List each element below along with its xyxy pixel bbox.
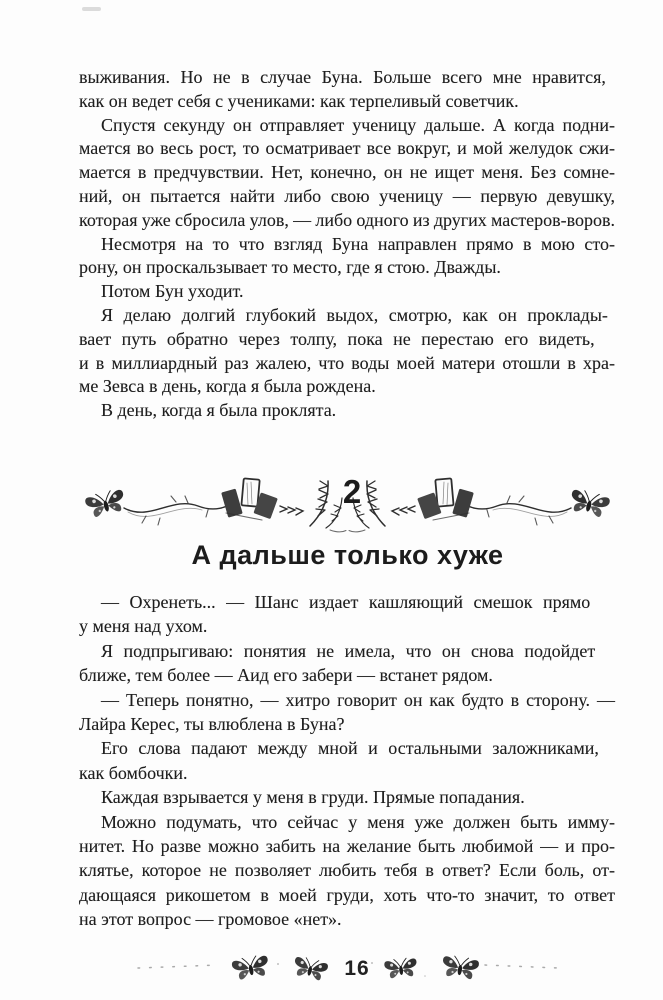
text-line: на этот вопрос — громовое «нет». <box>79 909 342 930</box>
text-line: ний, он пытается найти либо свою ученицу — первую девушку, <box>79 185 615 206</box>
text-line: как бомбочки. <box>79 762 188 783</box>
paragraph <box>79 736 615 785</box>
text-line: ближе, тем более — Аид его забери — встанет рядом. <box>79 665 493 686</box>
text-line: Я подпрыгиваю: понятия не имела, что он снова подойдет <box>101 640 596 661</box>
text-line: и в миллиардный раз жалею, что воды моей матери отошли в хра- <box>79 352 615 373</box>
text-line: Каждая взрывается у меня в груди. Прямые попадания. <box>101 787 525 808</box>
paragraph <box>79 399 615 423</box>
text-line: Лайра Керес, ты влюблена в Буна? <box>79 714 345 735</box>
paragraph <box>79 639 615 688</box>
text-line: Я делаю долгий глубокий выдох, смотрю, как он проклады- <box>101 304 608 325</box>
text-line: — Теперь понятно, — хитро говорит он как будто в сторону. — <box>101 689 615 710</box>
text-line: выживания. Но не в случае Буна. Больше всего мне нравится, <box>79 67 606 87</box>
paragraph <box>79 114 615 233</box>
paragraph <box>79 590 615 639</box>
text-line: — Охренеть... — Шанс издает кашляющий смешок прямо <box>101 592 591 612</box>
text-line: мается в предчувствии. Нет, конечно, он не ищет меня. Без сомне- <box>79 162 615 183</box>
moth-icon <box>292 955 329 981</box>
text-line: Спустя секунду он отправляет ученицу дальше. А когда подни- <box>101 114 615 135</box>
dotted-trail <box>485 965 558 968</box>
text-line: мается во весь рост, то осматривает все вокруг, и мой желудок сжи- <box>79 138 615 159</box>
text-line: ме Зевса в день, когда я была рождена. <box>79 376 376 397</box>
paragraph <box>79 785 615 809</box>
text-line: вает путь обратно через толпу, пока не перестаю его видеть, <box>79 328 595 349</box>
text-line: Несмотря на то что взгляд Буна направлен прямо в мою сто- <box>101 233 615 254</box>
text-line: клятье, которое не позволяет любить тебя в ответ? Если боль, от- <box>79 860 615 881</box>
paragraph <box>79 688 615 737</box>
moth-icon <box>441 955 480 981</box>
text-line: нитет. Но разве можно забить на желание быть любимой — и про- <box>79 836 615 857</box>
text-line: дающаяся рикошетом в моей груди, хоть что-то значит, то ответ <box>79 884 615 905</box>
dotted-trail <box>138 965 218 968</box>
moth-icon <box>384 957 418 979</box>
page-number: 16 <box>344 957 370 980</box>
body-text-top <box>79 66 615 423</box>
text-line: Можно подумать, что сейчас у меня уже должен быть имму- <box>101 811 615 832</box>
page-footer <box>80 946 615 988</box>
chapter-number: 2 <box>342 473 362 510</box>
text-line: рону, он проскальзывает то место, где я стою. Дважды. <box>79 257 501 278</box>
paragraph <box>79 66 615 114</box>
text-line: Потом Бун уходит. <box>101 281 244 302</box>
moth-icon <box>231 954 270 981</box>
paragraph <box>79 810 615 932</box>
paragraph <box>79 304 615 399</box>
chapter-divider <box>80 466 615 538</box>
paragraph <box>79 233 615 281</box>
body-text-bottom <box>79 590 615 932</box>
text-line: у меня над ухом. <box>79 616 208 637</box>
scan-artifact <box>82 7 101 11</box>
paragraph <box>79 280 615 304</box>
text-line: Его слова падают между мной и остальными заложниками, <box>101 738 599 759</box>
chapter-title: А дальше только хуже <box>191 540 504 570</box>
text-line: как он ведет себя с учениками: как терпеливый советчик. <box>79 90 519 111</box>
text-line: которая уже сбросила улов, — либо одного из других мастеров-воров. <box>79 209 615 230</box>
text-line: В день, когда я была проклята. <box>101 400 337 421</box>
